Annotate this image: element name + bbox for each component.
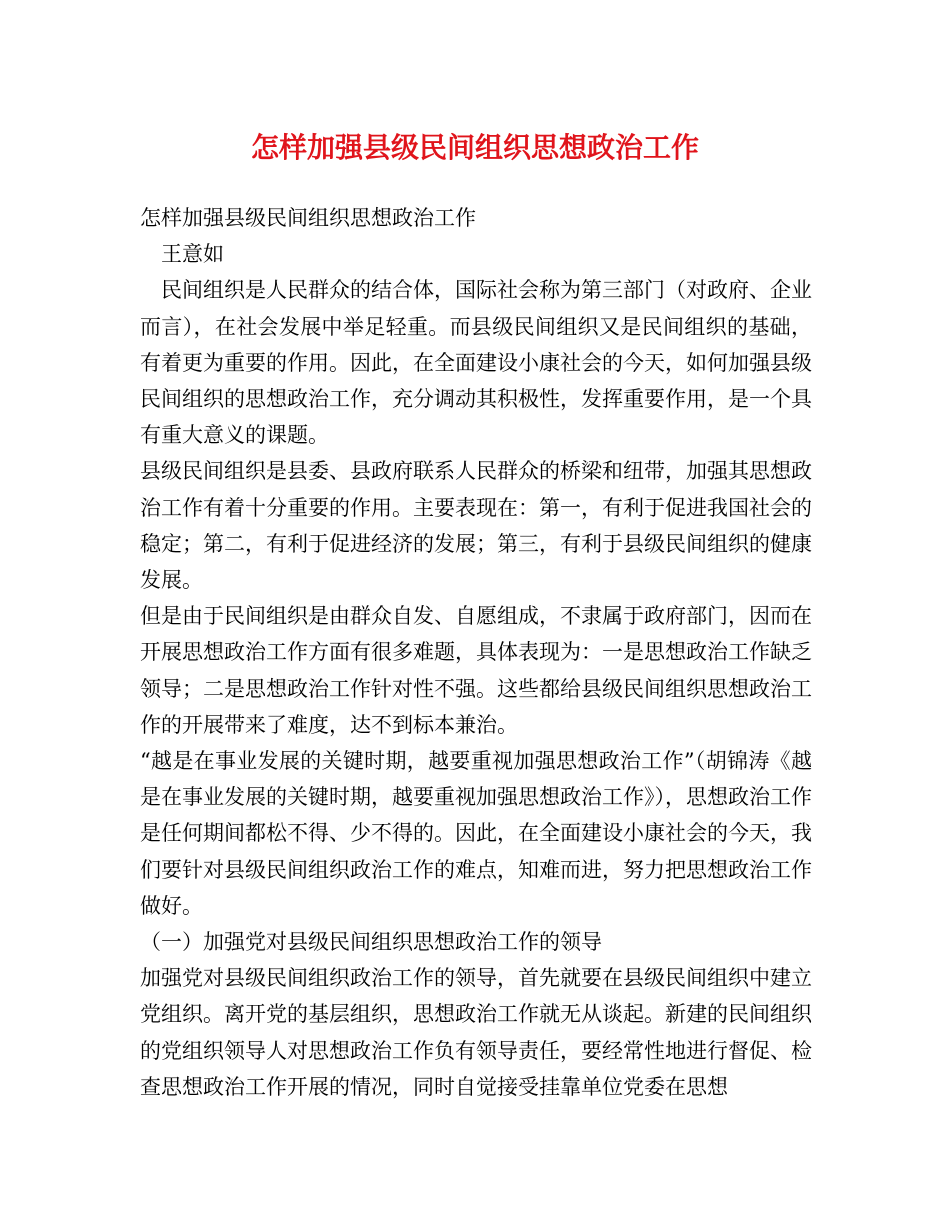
paragraph: 县级民间组织是县委、县政府联系人民群众的桥梁和纽带，加强其思想政治工作有着十分重要的作用。主要表现在：第一，有利于促进我国社会的稳定；第二，有利于促进经济的发展；第三，有利于县级民间组织的健康发展。	[140, 459, 812, 593]
paragraph: 加强党对县级民间组织政治工作的领导，首先就要在县级民间组织中建立党组织。离开党的基层组织，思想政治工作就无从谈起。新建的民间组织的党组织领导人对思想政治工作负有领导责任，要经常性地进行督促、检查思想政治工作开展的情况，同时自觉接受挂靠单位党委在思想	[140, 966, 812, 1099]
paragraph: 但是由于民间组织是由群众自发、自愿组成，不隶属于政府部门，因而在开展思想政治工作方面有很多难题，具体表现为：一是思想政治工作缺乏领导；二是思想政治工作针对性不强。这些都给县级民间组织思想政治工作的开展带来了难度，达不到标本兼治。	[140, 604, 812, 737]
document-body	[140, 200, 812, 1105]
paragraph: “越是在事业发展的关键时期，越要重视加强思想政治工作”（胡锦涛《越是在事业发展的关键时期，越要重视加强思想政治工作》），思想政治工作是任何期间都松不得、少不得的。因此，在全面建设小康社会的今天，我们要针对县级民间组织政治工作的难点，知难而进，努力把思想政治工作做好。	[140, 749, 812, 918]
subtitle-line: 怎样加强县级民间组织思想政治工作	[140, 206, 476, 230]
paragraph: 民间组织是人民群众的结合体，国际社会称为第三部门（对政府、企业而言），在社会发展中举足轻重。而县级民间组织又是民间组织的基础，有着更为重要的作用。因此，在全面建设小康社会的今天，如何加强县级民间组织的思想政治工作，充分调动其积极性，发挥重要作用，是一个具有重大意义的课题。	[140, 278, 812, 448]
author-line: 王意如	[161, 242, 224, 267]
document-title: 怎样加强县级民间组织思想政治工作	[250, 131, 699, 164]
section-heading: （一）加强党对县级民间组织思想政治工作的领导	[140, 930, 602, 955]
